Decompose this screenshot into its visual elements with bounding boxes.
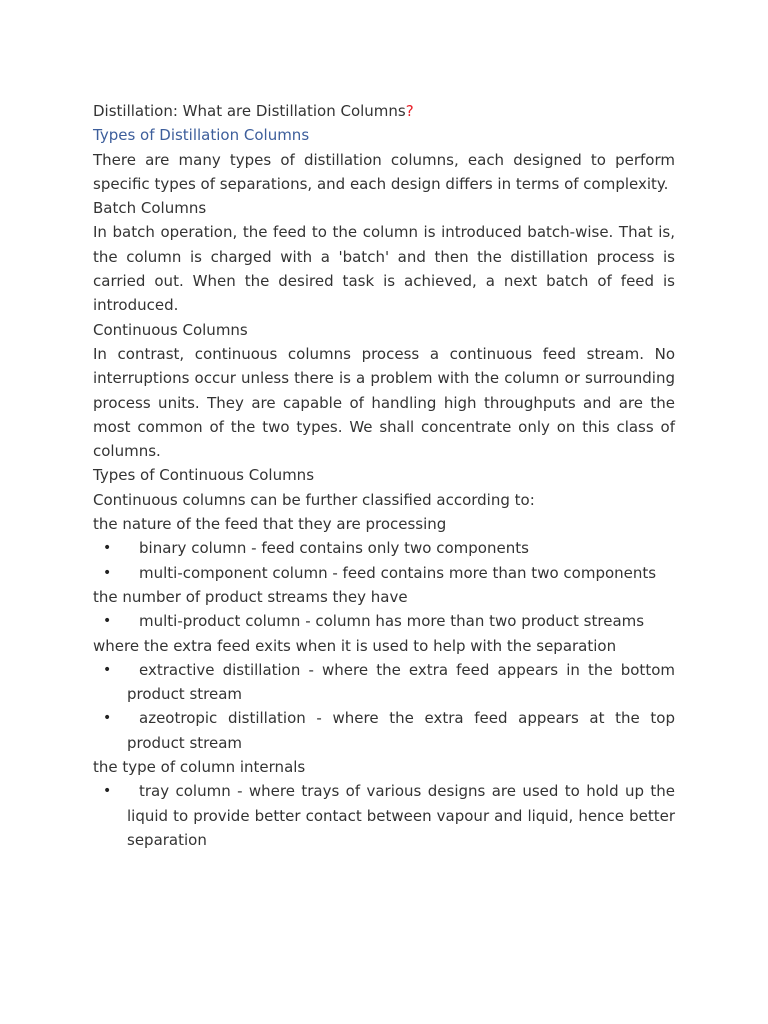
list-item <box>93 561 675 585</box>
extra-feed-list <box>93 658 675 755</box>
internals-list <box>93 779 675 852</box>
intro-paragraph: There are many types of distillation columns, each designed to perform specific types of separations, and each design differs in terms of complexity. <box>93 150 675 193</box>
page-title-text: Distillation: What are Distillation Columns <box>93 102 406 120</box>
bullet-icon: • <box>103 613 112 630</box>
list-item-text: multi-component column - feed contains more than two components <box>139 563 657 582</box>
list-item <box>93 779 675 852</box>
product-streams-list <box>93 609 675 633</box>
bullet-icon: • <box>103 783 112 800</box>
page-title <box>93 99 675 123</box>
bullet-icon: • <box>103 710 112 727</box>
list-item <box>93 706 675 755</box>
continuous-heading: Continuous Columns <box>93 320 248 339</box>
continuous-paragraph: In contrast, continuous columns process a continuous feed stream. No interruptions occur unless there is a problem with the column or surrounding process units. They are capable of handling high throughputs and are the most common of the two types. We shall concentrate only on this class of columns. <box>93 344 675 461</box>
batch-paragraph: In batch operation, the feed to the column is introduced batch-wise. That is, the column is charged with a 'batch' and then the distillation process is carried out. When the desired task is achieved, a next batch of feed is introduced. <box>93 223 675 315</box>
group-label-product-streams: the number of product streams they have <box>93 587 408 606</box>
bullet-icon: • <box>103 661 112 678</box>
title-question-mark: ? <box>405 102 414 120</box>
group-label-extra-feed: where the extra feed exits when it is used to help with the separation <box>93 636 617 655</box>
bullet-icon: • <box>103 564 112 581</box>
group-label-internals: the type of column internals <box>93 758 306 777</box>
feed-nature-list <box>93 536 675 585</box>
types-heading: Types of Distillation Columns <box>93 126 310 145</box>
list-item <box>93 658 675 707</box>
types-continuous-heading: Types of Continuous Columns <box>93 466 315 485</box>
list-item <box>93 536 675 560</box>
list-item-text: azeotropic distillation - where the extra feed appears at the top product stream <box>127 709 675 752</box>
group-label-feed-nature: the nature of the feed that they are processing <box>93 515 447 534</box>
classified-intro: Continuous columns can be further classified according to: <box>93 490 535 509</box>
batch-heading: Batch Columns <box>93 199 207 218</box>
list-item-text: multi-product column - column has more than two product streams <box>139 612 645 631</box>
list-item-text: extractive distillation - where the extra feed appears in the bottom product stream <box>127 660 675 704</box>
list-item-text: binary column - feed contains only two components <box>139 539 529 558</box>
bullet-icon: • <box>103 540 112 557</box>
list-item-text: tray column - where trays of various designs are used to hold up the liquid to provide better contact between vapour and liquid, hence better separation <box>127 782 675 849</box>
list-item <box>93 609 675 633</box>
